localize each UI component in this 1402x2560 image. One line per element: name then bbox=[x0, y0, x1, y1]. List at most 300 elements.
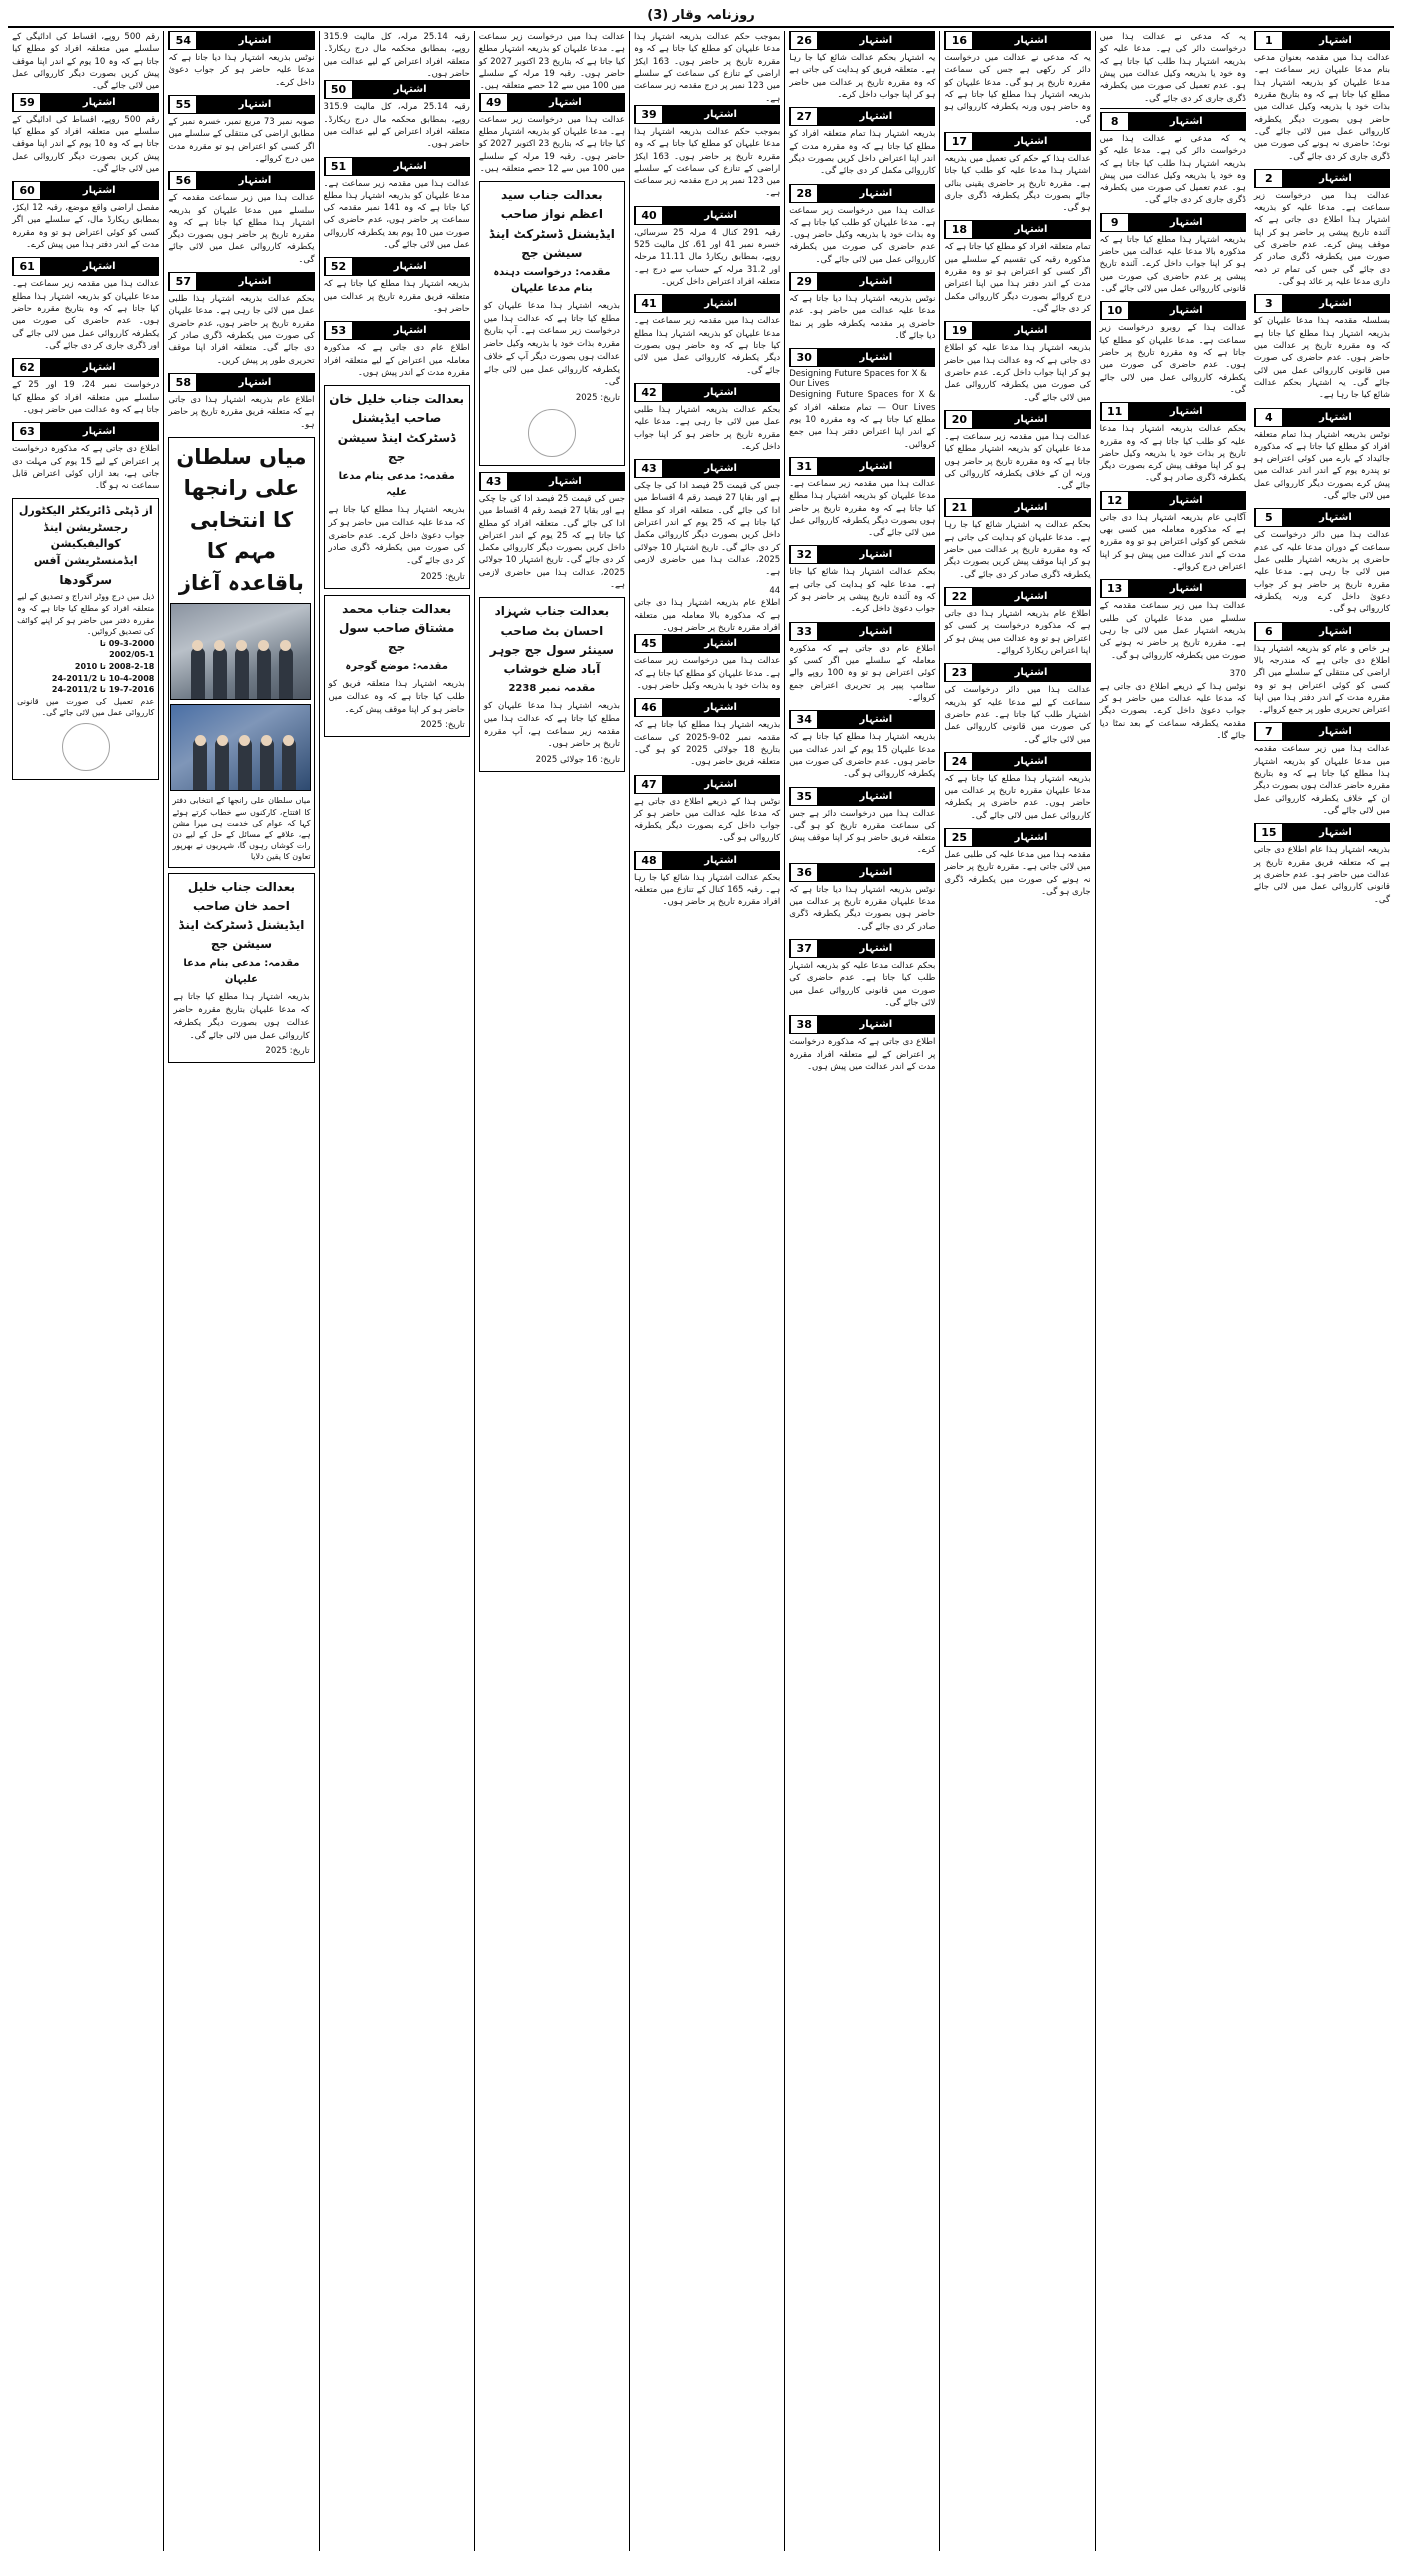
notice-number: 13 bbox=[1101, 580, 1128, 597]
election-ad-photo-2 bbox=[170, 704, 310, 791]
notice-text: جس کی قیمت 25 فیصد ادا کی جا چکی ہے اور بقایا 27 فیصد رقم 4 اقساط میں ادا کی جائے گی۔ متعلقہ افراد کو مطلع کیا جاتا ہے کہ 25 یوم کے اندر اعتراض داخل کریں بصورت دیگر کارروائی مکمل کر دی جائے گی۔ تاریخ اشتہار 10 جولائی 2025، عدالت ہذا میں حاضری لازمی ہے۔ bbox=[633, 481, 781, 578]
notice-block bbox=[634, 459, 780, 579]
divider bbox=[1100, 108, 1246, 109]
notice-number: 33 bbox=[790, 623, 817, 640]
notice-text: بذریعہ اشتہار ہذا مطلع کیا جاتا ہے کہ مدعا علیہان 15 یوم کے اندر عدالت میں حاضر ہوں۔ عدم حاضری کی صورت میں یکطرفہ کارروائی ہو گی۔ bbox=[789, 732, 936, 780]
court-ad bbox=[324, 385, 470, 588]
notice-title: اشتہار bbox=[859, 187, 893, 199]
notice-block bbox=[1254, 823, 1390, 906]
notice-text: عدالت ہذا میں مقدمہ زیر سماعت ہے۔ مدعا علیہان کو بذریعہ اشتہار ہذا مطلع کیا جاتا ہے کہ وہ 141 نمبر مقدمہ کی سماعت پر حاضر ہوں، عدم حاضری کی صورت میں 10 یوم بعد یکطرفہ کارروائی عمل میں لائی جائے گی۔ bbox=[323, 178, 470, 251]
notice-text: بموجب حکم عدالت بذریعہ اشتہار ہذا مدعا علیہان کو مطلع کیا جاتا ہے کہ وہ مقررہ تاریخ پر حاضر ہوں۔ 163 ایکڑ اراضی کے تنازع کی سماعت کے سلسلے میں 123 نمبر پر درج مقدمہ زیر سماعت ہے۔ bbox=[633, 126, 781, 199]
notice-header bbox=[12, 358, 159, 377]
notice-text: آگاہی عام بذریعہ اشتہار ہذا دی جاتی ہے کہ مذکورہ معاملہ میں کسی بھی شخص کو کوئی اعتراض ہو تو وہ مقررہ مدت کے اندر عدالت میں پیش ہو کر اپنا اعتراض درج کروائے۔ bbox=[1099, 512, 1246, 572]
notice-text: عدالت ہذا میں مقدمہ زیر سماعت ہے۔ مدعا علیہان کو بذریعہ اشتہار مطلع کیا جاتا ہے کہ وہ مقررہ تاریخ پر حاضر ہوں ورنہ ان کے خلاف یکطرفہ کارروائی کی جائے گی۔ bbox=[944, 431, 1091, 492]
notice-block bbox=[789, 184, 935, 267]
notice-title: اشتہار bbox=[704, 463, 737, 475]
notice-number: 4 bbox=[1255, 409, 1282, 426]
notice-number: 54 bbox=[169, 32, 196, 49]
notice-title: اشتہار bbox=[859, 1019, 893, 1031]
notice-text: عدالت ہذا میں دائر درخواست کی سماعت کے لیے مدعا علیہ کو بذریعہ اشتہار طلب کیا جاتا ہے۔ عدم حاضری کی صورت میں قانونی کارروائی عمل میں لائی جائے گی۔ bbox=[944, 685, 1091, 745]
notice-block bbox=[1254, 508, 1390, 615]
notice-title: اشتہار bbox=[1014, 135, 1048, 147]
notice-text: عدالت ہذا میں زیر سماعت مقدمہ میں مدعا علیہان کو بذریعہ اشتہار ہذا مطلع کیا جاتا ہے کہ وہ بتاریخ مقررہ حاضر عدالت ہوں بصورت دیگر ان کے خلاف یکطرفہ کارروائی عمل میں لائی جائے گی۔ bbox=[1253, 744, 1390, 816]
notice-number: 21 bbox=[945, 499, 972, 516]
notice-title: اشتہار bbox=[1014, 832, 1048, 844]
notice-header bbox=[944, 220, 1090, 239]
notice-text: یہ اشتہار بحکم عدالت شائع کیا جا رہا ہے۔ متعلقہ فریق کو ہدایت کی جاتی ہے کہ وہ مقررہ تاریخ پر عدالت میں حاضر ہو کر اپنا جواب داخل کرے۔ bbox=[789, 53, 936, 100]
notice-title: اشتہار bbox=[859, 352, 893, 364]
court-ad bbox=[324, 595, 470, 738]
notice-title: اشتہار bbox=[238, 98, 272, 110]
notice-header bbox=[789, 545, 935, 564]
notice-title: اشتہار bbox=[393, 325, 427, 337]
notice-block bbox=[168, 272, 314, 367]
notice-header bbox=[789, 787, 935, 806]
notice-number: 26 bbox=[790, 32, 817, 49]
notice-title: اشتہار bbox=[704, 108, 737, 120]
notice-text: یہ کہ مدعی نے عدالت میں درخواست دائر کر رکھی ہے جس کی سماعت مقررہ تاریخ پر ہو گی۔ مدعا علیہان کو بذریعہ اشتہار ہذا مطلع کیا جاتا ہے کہ وہ حاضر ہوں ورنہ یکطرفہ کارروائی ہو گی۔ bbox=[944, 53, 1091, 125]
court-ad-body: بذریعہ اشتہار ہذا متعلقہ فریق کو طلب کیا جاتا ہے کہ وہ عدالت میں حاضر ہو کر اپنا موقف پیش کرے۔ bbox=[328, 679, 465, 715]
notice-number: 8 bbox=[1101, 113, 1128, 130]
notice-title: اشتہار bbox=[238, 376, 272, 388]
court-ad-body: بذریعہ اشتہار ہذا مطلع کیا جاتا ہے کہ مدعا علیہان بتاریخ مقررہ حاضر عدالت ہوں بصورت دیگر یکطرفہ کارروائی عمل میں لائی جائے گی۔ bbox=[173, 992, 310, 1041]
notice-header bbox=[789, 184, 935, 203]
notice-number: 45 bbox=[635, 635, 662, 652]
notice-block bbox=[789, 622, 935, 705]
notice-number: 22 bbox=[945, 588, 972, 605]
column-1 bbox=[1250, 31, 1394, 2551]
notice-text: بذریعہ اشتہار ہذا مدعا علیہ کو اطلاع دی جاتی ہے کہ وہ عدالت ہذا میں حاضر ہو کر اپنا جواب داخل کرے۔ عدم حاضری کی صورت میں یکطرفہ کارروائی عمل میں لائی جائے گی۔ bbox=[944, 343, 1091, 403]
notice-header bbox=[789, 863, 935, 882]
court-name: بعدالت جناب شہزاد احسان بٹ صاحب سینئر سول جج جوہر آباد ضلع خوشاب bbox=[489, 604, 614, 676]
notice-text: عدالت ہذا میں درخواست زیر سماعت ہے۔ مدعا علیہان کو طلب کیا جاتا ہے کہ وہ بذات خود یا بذریعہ وکیل حاضر ہوں۔ عدم حاضری کی صورت میں یکطرفہ کارروائی عمل میں لائی جائے گی۔ bbox=[789, 205, 936, 265]
notice-number: 9 bbox=[1101, 214, 1128, 231]
notice-block bbox=[12, 422, 159, 492]
notice-text: بحکم عدالت بذریعہ اشتہار ہذا طلبی عمل میں لائی جا رہی ہے۔ مدعا علیہ مقررہ تاریخ پر حاضر ہو کر اپنا جواب داخل کرے۔ bbox=[633, 404, 781, 452]
notice-block bbox=[944, 132, 1090, 215]
notice-number: 61 bbox=[13, 258, 40, 275]
column-lead-text: یہ کہ مدعی نے عدالت ہذا میں درخواست دائر کی ہے۔ مدعا علیہ کو بذریعہ اشتہار ہذا طلب کیا جاتا ہے کہ وہ خود یا بذریعہ وکیل عدالت میں پیش ہو۔ عدم تعمیل کی صورت میں یکطرفہ ڈگری جاری کر دی جائے گی۔ bbox=[1099, 32, 1246, 104]
notice-title: اشتہار bbox=[238, 175, 272, 187]
notice-number: 57 bbox=[169, 273, 196, 290]
notice-header bbox=[634, 634, 780, 653]
notice-number: 48 bbox=[635, 852, 662, 869]
court-name: بعدالت جناب سید اعظم نواز صاحب ایڈیشنل ڈسٹرکٹ اینڈ سیشن جج bbox=[488, 188, 615, 260]
column-2 bbox=[1095, 31, 1250, 2551]
notice-number: 23 bbox=[945, 664, 972, 681]
court-ad-date: تاریخ: 2025 bbox=[575, 393, 620, 404]
notice-text: بحکم عدالت اشتہار ہذا شائع کیا جا رہا ہے۔ رقبہ 165 کنال کے تنازع میں متعلقہ افراد مقررہ تاریخ پر حاضر ہوں۔ bbox=[633, 872, 781, 908]
notice-number: 42 bbox=[635, 384, 662, 401]
notice-text: نوٹس بذریعہ اشتہار ہذا تمام متعلقہ افراد کو مطلع کیا جاتا ہے کہ مذکورہ جائیداد کے بارے میں کوئی اعتراض ہو تو پندرہ یوم کے اندر اندر عدالت میں پیش کرے بصورت دیگر کارروائی عمل میں لائی جائے گی۔ bbox=[1253, 429, 1390, 502]
notice-title: اشتہار bbox=[238, 35, 272, 46]
electoral-ad-row: 10-4-2008 تا 2011/2-24 bbox=[51, 673, 155, 683]
notice-text: عدالت ہذا کے حکم کی تعمیل میں بذریعہ اشتہار ہذا مدعا علیہ کو طلب کیا جاتا ہے۔ مقررہ تاریخ پر حاضری یقینی بنائی جائے بصورت دیگر یکطرفہ ڈگری جاری ہو گی۔ bbox=[944, 153, 1091, 214]
notice-title: اشتہار bbox=[1014, 224, 1048, 236]
notice-block bbox=[944, 587, 1090, 657]
notice-number: 56 bbox=[169, 172, 196, 189]
notice-header bbox=[479, 472, 625, 491]
notice-number: 2 bbox=[1255, 170, 1282, 187]
notice-number: 18 bbox=[945, 221, 972, 238]
office-seal-icon bbox=[62, 723, 110, 771]
notice-title: اشتہار bbox=[82, 185, 116, 197]
notice-text: بحکم عدالت بذریعہ اشتہار ہذا مدعا علیہ کو طلب کیا جاتا ہے کہ وہ مقررہ تاریخ پر بذات خود یا بذریعہ وکیل حاضر ہو کر اپنا موقف پیش کرے بصورت دیگر یکطرفہ ڈگری صادر ہو گی۔ bbox=[1099, 424, 1246, 484]
notice-text: عدالت ہذا میں درخواست دائر ہے جس کی سماعت مقررہ تاریخ کو ہو گی۔ متعلقہ فریق حاضر ہو کر اپنا موقف پیش کرے۔ bbox=[789, 808, 936, 856]
notice-text: یہ کہ مدعی نے عدالت ہذا میں درخواست دائر کی ہے۔ مدعا علیہ کو بذریعہ اشتہار ہذا طلب کیا جاتا ہے کہ وہ خود یا بذریعہ وکیل عدالت میں پیش ہو۔ عدم تعمیل کی صورت میں یکطرفہ ڈگری جاری کر دی جائے گی۔ bbox=[1099, 133, 1246, 206]
notice-block bbox=[324, 257, 470, 315]
notice-number: 49 bbox=[480, 94, 507, 111]
notice-block bbox=[634, 698, 780, 768]
court-name: بعدالت جناب خلیل احمد خان صاحب ایڈیشنل ڈسٹرکٹ اینڈ سیشن جج bbox=[178, 879, 305, 952]
notice-block bbox=[1100, 402, 1246, 485]
notice-title: اشتہار bbox=[859, 549, 893, 561]
court-ad-date: تاریخ: 2025 bbox=[265, 1046, 310, 1057]
notice-number: 41 bbox=[635, 295, 662, 312]
notice-number: 30 bbox=[790, 349, 817, 366]
notice-block bbox=[1254, 408, 1390, 503]
notice-text: بحکم عدالت اشتہار ہذا شائع کیا جاتا ہے۔ مدعا علیہ کو ہدایت کی جاتی ہے کہ وہ آئندہ تاریخ پیشی پر حاضر ہو کر جواب دعویٰ داخل کرے۔ bbox=[789, 567, 936, 615]
notice-header bbox=[168, 272, 314, 291]
notice-block bbox=[1100, 301, 1246, 396]
notice-block bbox=[944, 321, 1090, 404]
notice-block bbox=[789, 107, 935, 177]
notice-number: 16 bbox=[945, 32, 972, 49]
notice-block bbox=[944, 663, 1090, 746]
notice-header bbox=[1254, 31, 1390, 50]
notice-header bbox=[789, 31, 935, 50]
notice-number: 32 bbox=[790, 546, 817, 563]
notice-number: 34 bbox=[790, 711, 817, 728]
notice-number: 27 bbox=[790, 108, 817, 125]
notice-text: عدالت ہذا میں زیر سماعت مقدمہ کے سلسلے میں مدعا علیہان کی طلبی بذریعہ اشتہار عمل میں لائی جا رہی ہے۔ مقررہ تاریخ پر حاضر نہ ہونے کی صورت میں یکطرفہ کارروائی ہو گی۔ bbox=[1099, 601, 1246, 661]
court-name: بعدالت جناب محمد مشتاق صاحب سول جج bbox=[338, 601, 455, 654]
notice-header bbox=[12, 422, 159, 441]
notice-block bbox=[1254, 169, 1390, 289]
notice-title: اشتہار bbox=[393, 160, 427, 172]
court-ad bbox=[168, 873, 314, 1064]
english-note: Designing Future Spaces for X & Our Lives bbox=[789, 369, 927, 390]
notice-block bbox=[944, 752, 1090, 822]
notice-number: 31 bbox=[790, 458, 817, 475]
notice-text: عدالت ہذا میں مقدمہ بعنوان مدعی بنام مدعا علیہان زیر سماعت ہے۔ مدعا علیہان کو بذریعہ اشتہار ہذا مطلع کیا جاتا ہے کہ وہ بتاریخ مقررہ بذات خود یا بذریعہ وکیل عدالت میں حاضر ہوں بصورت دیگر یکطرفہ کارروائی عمل میں لائی جائے گی۔ نوٹ: حاضری نہ ہونے کی صورت میں ڈگری جاری کر دی جائے گی۔ bbox=[1253, 53, 1390, 162]
notice-text: بذریعہ اشتہار ہذا مطلع کیا جاتا ہے کہ مذکورہ بالا مدعا علیہ عدالت میں حاضر ہو کر اپنا جواب داخل کرے۔ آئندہ تاریخ پیشی پر عدم حاضری کی صورت میں قانونی کارروائی عمل میں لائی جائے گی۔ bbox=[1099, 234, 1246, 294]
case-title: مقدمہ: موضع گوجرہ bbox=[345, 661, 448, 673]
column-9 bbox=[8, 31, 163, 2551]
notice-block bbox=[944, 31, 1090, 126]
notice-text: اطلاع عام بذریعہ اشتہار ہذا دی جاتی ہے کہ متعلقہ فریق مقررہ تاریخ پر حاضر ہو۔ bbox=[168, 394, 315, 430]
notice-text: صوبہ نمبر 73 مربع نمبر، خسرہ نمبر کے مطابق اراضی کی منتقلی کے سلسلے میں اگر کسی کو اعتراض ہو تو مقررہ مدت میں درج کروائے۔ bbox=[168, 116, 315, 164]
notice-title: اشتہار bbox=[704, 778, 737, 790]
electoral-registration-ad bbox=[12, 498, 159, 780]
notice-title: اشتہار bbox=[549, 475, 582, 487]
notice-number: 59 bbox=[13, 94, 40, 111]
notice-title: اشتہار bbox=[1169, 305, 1203, 317]
notice-text: تمام متعلقہ افراد کو مطلع کیا جاتا ہے کہ مذکورہ رقبہ کی تقسیم کے سلسلے میں اگر کسی کو اعتراض ہو تو وہ مقررہ مدت کے اندر دفتر ہذا میں اپنا اعتراض درج کروائے بصورت دیگر کارروائی مکمل کر دی جائے گی۔ bbox=[944, 242, 1091, 314]
notice-number: 60 bbox=[13, 182, 40, 199]
notice-text: نوٹس بذریعہ اشتہار ہذا دیا جاتا ہے کہ مدعا علیہ عدالت میں حاضر ہو۔ عدم حاضری پر مقدمہ یکطرفہ طور پر نمٹا دیا جائے گا۔ bbox=[789, 294, 936, 341]
notice-text: اطلاع عام دی جاتی ہے کہ مذکورہ معاملہ کے سلسلے میں اگر کسی کو کوئی اعتراض ہو تو وہ 100 روپے والے سٹامپ پیپر پر تحریری اعتراض جمع کروائے۔ bbox=[789, 643, 936, 703]
notice-block bbox=[479, 472, 625, 592]
court-ad bbox=[479, 597, 625, 772]
notice-block bbox=[324, 321, 470, 379]
notice-block bbox=[324, 157, 470, 252]
notice-header bbox=[944, 587, 1090, 606]
case-title: مقدمہ: مدعی بنام مدعا علیہ bbox=[338, 471, 455, 498]
notice-header bbox=[789, 457, 935, 476]
notice-number: 24 bbox=[945, 753, 972, 770]
court-ad-date: تاریخ: 2025 bbox=[420, 720, 465, 731]
notice-title: اشتہار bbox=[238, 276, 272, 288]
notice-header bbox=[634, 459, 780, 478]
notice-block bbox=[1100, 579, 1246, 662]
notice-number: 55 bbox=[169, 96, 196, 113]
notice-block bbox=[944, 410, 1090, 493]
notice-header bbox=[12, 93, 159, 112]
notice-number: 10 bbox=[1101, 302, 1128, 319]
notice-number: 36 bbox=[790, 864, 817, 881]
notice-header bbox=[324, 157, 470, 176]
column-8 bbox=[163, 31, 318, 2551]
case-title: مقدمہ: درخواست دہندہ بنام مدعا علیہان bbox=[493, 266, 611, 294]
notice-title: اشتہار bbox=[859, 714, 893, 726]
notice-header bbox=[789, 272, 935, 291]
notice-title: اشتہار bbox=[1319, 35, 1352, 46]
notice-title: اشتہار bbox=[704, 702, 737, 714]
notice-block bbox=[634, 775, 780, 845]
notice-header bbox=[1100, 301, 1246, 320]
electoral-ad-place: سرگودھا bbox=[59, 573, 113, 588]
notice-number: 38 bbox=[790, 1016, 817, 1033]
notice-text: درخواست نمبر 24، 19 اور 25 کے سلسلے میں متعلقہ افراد کو مطلع کیا جاتا ہے کہ وہ عدالت میں حاضر ہوں۔ bbox=[12, 380, 160, 415]
notice-text: نوٹس بذریعہ اشتہار ہذا دیا جاتا ہے کہ مدعا علیہان مقررہ تاریخ پر عدالت میں حاضر ہوں بصورت دیگر یکطرفہ ڈگری صادر کر دی جائے گی۔ bbox=[789, 884, 936, 932]
figure-370: 370 bbox=[1229, 668, 1246, 679]
notice-text: بحکم عدالت مدعا علیہ کو بذریعہ اشتہار طلب کیا جاتا ہے۔ عدم حاضری کی صورت میں قانونی کارروائی عمل میں لائی جائے گی۔ bbox=[789, 961, 936, 1008]
election-ad bbox=[168, 437, 314, 868]
notice-text: بذریعہ اشتہار ہذا مطلع کیا جاتا ہے کہ مقدمہ نمبر 02-9-2025 کی سماعت بتاریخ 18 جولائی 2025 کو ہو گی۔ متعلقہ فریق حاضر ہوں۔ bbox=[633, 720, 781, 768]
notice-header bbox=[634, 383, 780, 402]
notice-text: اطلاع دی جاتی ہے کہ مذکورہ درخواست پر اعتراض کے لیے 15 یوم کی مہلت دی جاتی ہے، بعد ازاں کوئی اعتراض قابل سماعت نہ ہو گا۔ bbox=[12, 444, 160, 492]
column-5 bbox=[629, 31, 784, 2551]
notice-number: 28 bbox=[790, 185, 817, 202]
notice-text: Designing Future Spaces for X & Our Lives — تمام متعلقہ افراد کو مطلع کیا جاتا ہے کہ وہ مقررہ 10 یوم کے اندر اپنا اعتراض دفتر ہذا میں جمع کروائیں۔ bbox=[789, 390, 936, 450]
notice-number: 47 bbox=[635, 776, 662, 793]
court-ad-body: بذریعہ اشتہار ہذا مدعا علیہان کو مطلع کیا جاتا ہے کہ عدالت ہذا میں مقدمہ زیر سماعت ہے، آپ مقررہ تاریخ پر حاضر ہوں۔ bbox=[483, 701, 620, 750]
notice-text: نوٹس بذریعہ اشتہار ہذا دیا جاتا ہے کہ مدعا علیہ حاضر ہو کر جواب دعویٰ داخل کرے۔ bbox=[168, 53, 315, 88]
notice-title: اشتہار bbox=[1169, 406, 1203, 418]
notice-text: عدالت ہذا میں درخواست زیر سماعت ہے۔ مدعا علیہان کو مطلع کیا جاتا ہے کہ وہ بذات خود یا بذریعہ وکیل حاضر ہوں۔ bbox=[633, 656, 781, 691]
notice-header bbox=[1254, 622, 1390, 641]
notice-block bbox=[1100, 491, 1246, 574]
election-ad-caption: میاں سلطان علی رانجھا کے انتخابی دفتر کا افتتاح، کارکنوں سے خطاب کرتے ہوئے کہا کہ عوام کی خدمت ہی میرا مشن ہے، علاقے کے مسائل کے حل کے لیے دن رات کوشاں رہوں گا، شہریوں نے بھرپور تعاون کا یقین دلایا bbox=[172, 796, 311, 862]
notice-title: اشتہار bbox=[82, 261, 116, 273]
notice-title: اشتہار bbox=[82, 362, 116, 374]
notice-block bbox=[1254, 31, 1390, 163]
notice-header bbox=[789, 622, 935, 641]
notice-title: اشتہار bbox=[859, 943, 893, 954]
notice-header bbox=[944, 752, 1090, 771]
notice-number: 35 bbox=[790, 788, 817, 805]
notice-header bbox=[1254, 823, 1390, 842]
notice-title: اشتہار bbox=[1014, 325, 1048, 337]
notice-text: رقم 500 روپے، اقساط کی ادائیگی کے سلسلے میں متعلقہ افراد کو مطلع کیا جاتا ہے کہ وہ 10 یوم کے اندر اپنا موقف پیش کریں بصورت دیگر کارروائی عمل میں لائی جائے گی۔ bbox=[12, 114, 160, 174]
column-7 bbox=[319, 31, 474, 2551]
electoral-ad-footer: عدم تعمیل کی صورت میں قانونی کارروائی عمل میں لائی جائے گی۔ bbox=[17, 696, 155, 718]
notice-block bbox=[944, 498, 1090, 581]
notice-header bbox=[944, 321, 1090, 340]
notice-header bbox=[168, 95, 314, 114]
notice-text: اطلاع عام دی جاتی ہے کہ مذکورہ معاملہ میں اعتراض کے لیے متعلقہ افراد مقررہ مدت کے اندر پیش ہوں۔ bbox=[323, 343, 470, 378]
notice-title: اشتہار bbox=[704, 854, 737, 866]
election-ad-photo bbox=[170, 603, 310, 700]
notice-title: اشتہار bbox=[1014, 667, 1048, 679]
notice-title: اشتہار bbox=[859, 866, 893, 878]
notice-block bbox=[634, 634, 780, 692]
notice-header bbox=[634, 294, 780, 313]
electoral-ad-row: 09-3-2000 تا bbox=[99, 638, 155, 648]
notice-block bbox=[634, 206, 780, 289]
notice-text: نوٹس ہذا کے ذریعے اطلاع دی جاتی ہے کہ مدعا علیہ عدالت میں حاضر ہو کر جواب دعویٰ داخل کرے۔ بصورت دیگر مقدمہ یکطرفہ سماعت کے بعد نمٹا دیا جائے گا۔ bbox=[1099, 681, 1246, 741]
column-lead-text: رقبہ 25.14 مرلہ، کل مالیت 315.9 روپے، بمطابق محکمہ مال درج ریکارڈ۔ متعلقہ افراد اعتراض کے لیے عدالت میں حاضر ہوں۔ bbox=[323, 32, 470, 79]
notice-number: 40 bbox=[635, 207, 662, 224]
notice-block bbox=[1254, 622, 1390, 717]
notice-text: بذریعہ اشتہار ہذا تمام متعلقہ افراد کو مطلع کیا جاتا ہے کہ وہ مقررہ مدت کے اندر اپنا اعتراض داخل کریں بصورت دیگر کارروائی مکمل کر دی جائے گی۔ bbox=[789, 129, 936, 177]
notice-number: 7 bbox=[1255, 723, 1282, 740]
notice-header bbox=[1254, 722, 1390, 741]
notice-block bbox=[634, 383, 780, 453]
election-ad-headline: میاں سلطان علی رانجھا کا انتخابی مہم کا باقاعدہ آغاز bbox=[176, 444, 307, 595]
notice-title: اشتہار bbox=[1169, 115, 1203, 127]
notice-title: اشتہار bbox=[1014, 35, 1048, 46]
notice-number-44: 44 bbox=[769, 585, 781, 596]
notice-number: 50 bbox=[325, 81, 352, 98]
notice-header bbox=[1100, 579, 1246, 598]
notice-header bbox=[1100, 402, 1246, 421]
notice-text: عدالت ہذا میں درخواست زیر سماعت ہے۔ مدعا علیہ کو بذریعہ اشتہار ہذا اطلاع دی جاتی ہے کہ آئندہ تاریخ پیشی پر حاضر ہو کر اپنا موقف پیش کرے۔ عدم حاضری کی صورت میں یکطرفہ ڈگری صادر کر دی جائے گی جس کی تمام تر ذمہ داری مدعا علیہ پر عائد ہو گی۔ bbox=[1253, 190, 1390, 287]
notice-title: اشتہار bbox=[1169, 494, 1203, 506]
notice-header bbox=[1100, 491, 1246, 510]
notice-header bbox=[944, 498, 1090, 517]
notice-block bbox=[944, 828, 1090, 898]
notice-text: بذریعہ اشتہار ہذا مطلع کیا جاتا ہے کہ متعلقہ فریق مقررہ تاریخ پر عدالت میں حاضر ہو۔ bbox=[323, 279, 470, 314]
notice-number: 6 bbox=[1255, 623, 1282, 640]
notice-block bbox=[12, 181, 159, 251]
notice-header bbox=[324, 80, 470, 99]
notice-header bbox=[12, 181, 159, 200]
notice-header bbox=[634, 775, 780, 794]
notice-header bbox=[944, 410, 1090, 429]
notice-block bbox=[168, 95, 314, 165]
electoral-ad-body: ذیل میں درج ووٹر اندراج و تصدیق کے لیے متعلقہ افراد کو مطلع کیا جاتا ہے کہ وہ مقررہ دفتر میں حاضر ہو کر اپنے کوائف کی تصدیق کروائیں۔ bbox=[17, 592, 155, 637]
notice-number: 37 bbox=[790, 940, 817, 957]
notice-header bbox=[324, 257, 470, 276]
notice-block bbox=[12, 257, 159, 352]
notice-block bbox=[168, 31, 314, 89]
notice-title: اشتہار bbox=[704, 638, 737, 650]
notice-block bbox=[789, 545, 935, 615]
notice-title: اشتہار bbox=[859, 35, 893, 46]
notice-block bbox=[168, 171, 314, 266]
court-seal-icon bbox=[528, 409, 576, 457]
notice-header bbox=[168, 31, 314, 50]
notice-title: اشتہار bbox=[393, 84, 427, 96]
notice-title: اشتہار bbox=[82, 426, 116, 438]
notice-header bbox=[634, 206, 780, 225]
notice-header bbox=[634, 105, 780, 124]
notice-title: اشتہار bbox=[1319, 411, 1352, 423]
notice-header bbox=[1254, 169, 1390, 188]
notice-header bbox=[634, 851, 780, 870]
notice-block bbox=[324, 80, 470, 150]
notice-number: 58 bbox=[169, 374, 196, 391]
notice-title: اشتہار bbox=[704, 386, 737, 398]
notice-text: بذریعہ اشتہار ہذا مطلع کیا جاتا ہے کہ مدعا علیہان مقررہ تاریخ پر عدالت میں حاضر ہوں۔ عدم حاضری پر یکطرفہ کارروائی عمل میں لائی جائے گی۔ bbox=[944, 773, 1091, 821]
notice-title: اشتہار bbox=[1319, 827, 1352, 839]
notice-text: جس کی قیمت 25 فیصد ادا کی جا چکی ہے اور بقایا 27 فیصد رقم 4 اقساط میں ادا کی جائے گی۔ متعلقہ افراد کو مطلع کیا جاتا ہے کہ 25 یوم کے اندر اعتراض داخل کریں بصورت دیگر کارروائی مکمل کر دی جائے گی۔ تاریخ اشتہار 10 جولائی 2025، عدالت ہذا میں حاضری لازمی ہے۔ bbox=[478, 493, 625, 591]
notice-text: عدالت ہذا کے روبرو درخواست زیر سماعت ہے۔ مدعا علیہان کو مطلع کیا جاتا ہے کہ وہ مقررہ تاریخ پر حاضر ہوں۔ عدم حاضری کی صورت میں یکطرفہ کارروائی عمل میں لائی جائے گی۔ bbox=[1099, 323, 1246, 395]
notice-block bbox=[789, 1015, 935, 1073]
electoral-ad-row: 19-7-2016 تا 2011/2-24 bbox=[51, 685, 155, 695]
notice-block bbox=[12, 93, 159, 176]
notice-title: اشتہار bbox=[1169, 583, 1203, 595]
notice-number: 11 bbox=[1101, 403, 1128, 420]
notice-header bbox=[789, 107, 935, 126]
notice-block bbox=[789, 348, 935, 451]
notice-text: عدالت ہذا میں مقدمہ زیر سماعت ہے۔ مدعا علیہان کو بذریعہ اشتہار ہذا مطلع کیا جاتا ہے کہ وہ مقررہ تاریخ پر حاضر ہوں بصورت دیگر یکطرفہ کارروائی عمل میں لائی جائے گی۔ bbox=[789, 478, 936, 539]
column-lead-text: عدالت ہذا میں درخواست زیر سماعت ہے۔ مدعا علیہان کو بذریعہ اشتہار مطلع کیا جاتا ہے کہ بتاریخ 23 اکتوبر 2027 کو حاضر ہوں۔ رقبہ 19 مرلہ کے سلسلے میں 100 میں سے 12 حصے متعلقہ ہیں۔ bbox=[478, 32, 625, 92]
notice-block bbox=[789, 787, 935, 857]
notice-number: 1 bbox=[1255, 32, 1282, 49]
notice-title: اشتہار bbox=[859, 111, 893, 123]
notice-text: مقدمہ ہذا میں مدعا علیہ کی طلبی عمل میں لائی جاتی ہے۔ مقررہ تاریخ پر حاضر نہ ہونے کی صورت میں یکطرفہ ڈگری جاری ہو گی۔ bbox=[944, 850, 1091, 897]
notice-block bbox=[1100, 112, 1246, 207]
notice-number: 52 bbox=[325, 258, 352, 275]
page-masthead: روزنامہ وقار (3) bbox=[8, 6, 1394, 28]
notice-block bbox=[789, 457, 935, 540]
notice-header bbox=[944, 31, 1090, 50]
electoral-ad-row: 2008-2-18 تا 2010 bbox=[74, 662, 155, 671]
notice-header bbox=[1100, 112, 1246, 131]
notice-text: بسلسلہ مقدمہ ہذا مدعا علیہان کو بذریعہ اشتہار ہذا مطلع کیا جاتا ہے کہ وہ مقررہ تاریخ پر عدالت میں حاضر ہوں۔ عدم حاضری کی صورت میں قانونی کارروائی عمل میں لائی جائے گی۔ یہ اشتہار بحکم عدالت شائع کیا جا رہا ہے۔ bbox=[1253, 316, 1390, 401]
notice-header bbox=[12, 257, 159, 276]
notice-block bbox=[634, 851, 780, 909]
court-ad-body: بذریعہ اشتہار ہذا مطلع کیا جاتا ہے کہ مدعا علیہ عدالت میں حاضر ہو کر جواب دعویٰ داخل کرے۔ عدم حاضری کی صورت میں یکطرفہ ڈگری صادر کر دی جائے گی۔ bbox=[328, 505, 465, 566]
notice-block bbox=[634, 105, 780, 200]
notice-number: 51 bbox=[325, 158, 352, 175]
notice-title: اشتہار bbox=[549, 96, 582, 108]
column-6 bbox=[474, 31, 629, 2551]
notice-header bbox=[789, 939, 935, 958]
notice-title: اشتہار bbox=[859, 276, 893, 288]
court-ad-date: تاریخ: 16 جولائی 2025 bbox=[535, 755, 620, 766]
notice-header bbox=[1254, 408, 1390, 427]
notice-block bbox=[168, 373, 314, 431]
notice-block bbox=[789, 939, 935, 1009]
notice-title: اشتہار bbox=[82, 96, 116, 108]
notice-block bbox=[1254, 722, 1390, 817]
notice-title: اشتہار bbox=[1319, 172, 1352, 184]
notice-text: نوٹس ہذا کے ذریعے اطلاع دی جاتی ہے کہ مدعا علیہ عدالت میں حاضر ہو کر جواب داخل کرے بصورت دیگر یکطرفہ کارروائی ہو گی۔ bbox=[633, 796, 781, 844]
notice-number: 17 bbox=[945, 133, 972, 150]
notice-header bbox=[168, 171, 314, 190]
electoral-ad-title: از ڈپٹی ڈائریکٹر الیکٹورل رجسٹریشن اینڈ کوالیفیکیشن ایڈمنسٹریشن آفس bbox=[18, 504, 153, 567]
notice-title: اشتہار bbox=[704, 209, 737, 221]
notice-text: رقبہ 291 کنال 4 مرلہ 25 سرسائی، خسرہ نمبر 41 اور 61، کل مالیت 525 روپے، بمطابق ریکارڈ مال 11.11 مرحلہ اور 31.2 مرلہ کے حساب سے درج ہے۔ متعلقہ افراد اعتراض داخل کریں۔ bbox=[633, 227, 781, 287]
notice-number: 20 bbox=[945, 411, 972, 428]
notice-number: 39 bbox=[635, 106, 662, 123]
notice-text: عدالت ہذا میں زیر سماعت مقدمہ کے سلسلے میں مدعا علیہان کو بذریعہ اشتہار ہذا مطلع کیا جاتا ہے کہ وہ مقررہ تاریخ پر حاضر ہوں بصورت دیگر یکطرفہ کارروائی عمل میں لائی جائے گی۔ bbox=[168, 193, 315, 265]
notice-title: اشتہار bbox=[1014, 591, 1048, 602]
